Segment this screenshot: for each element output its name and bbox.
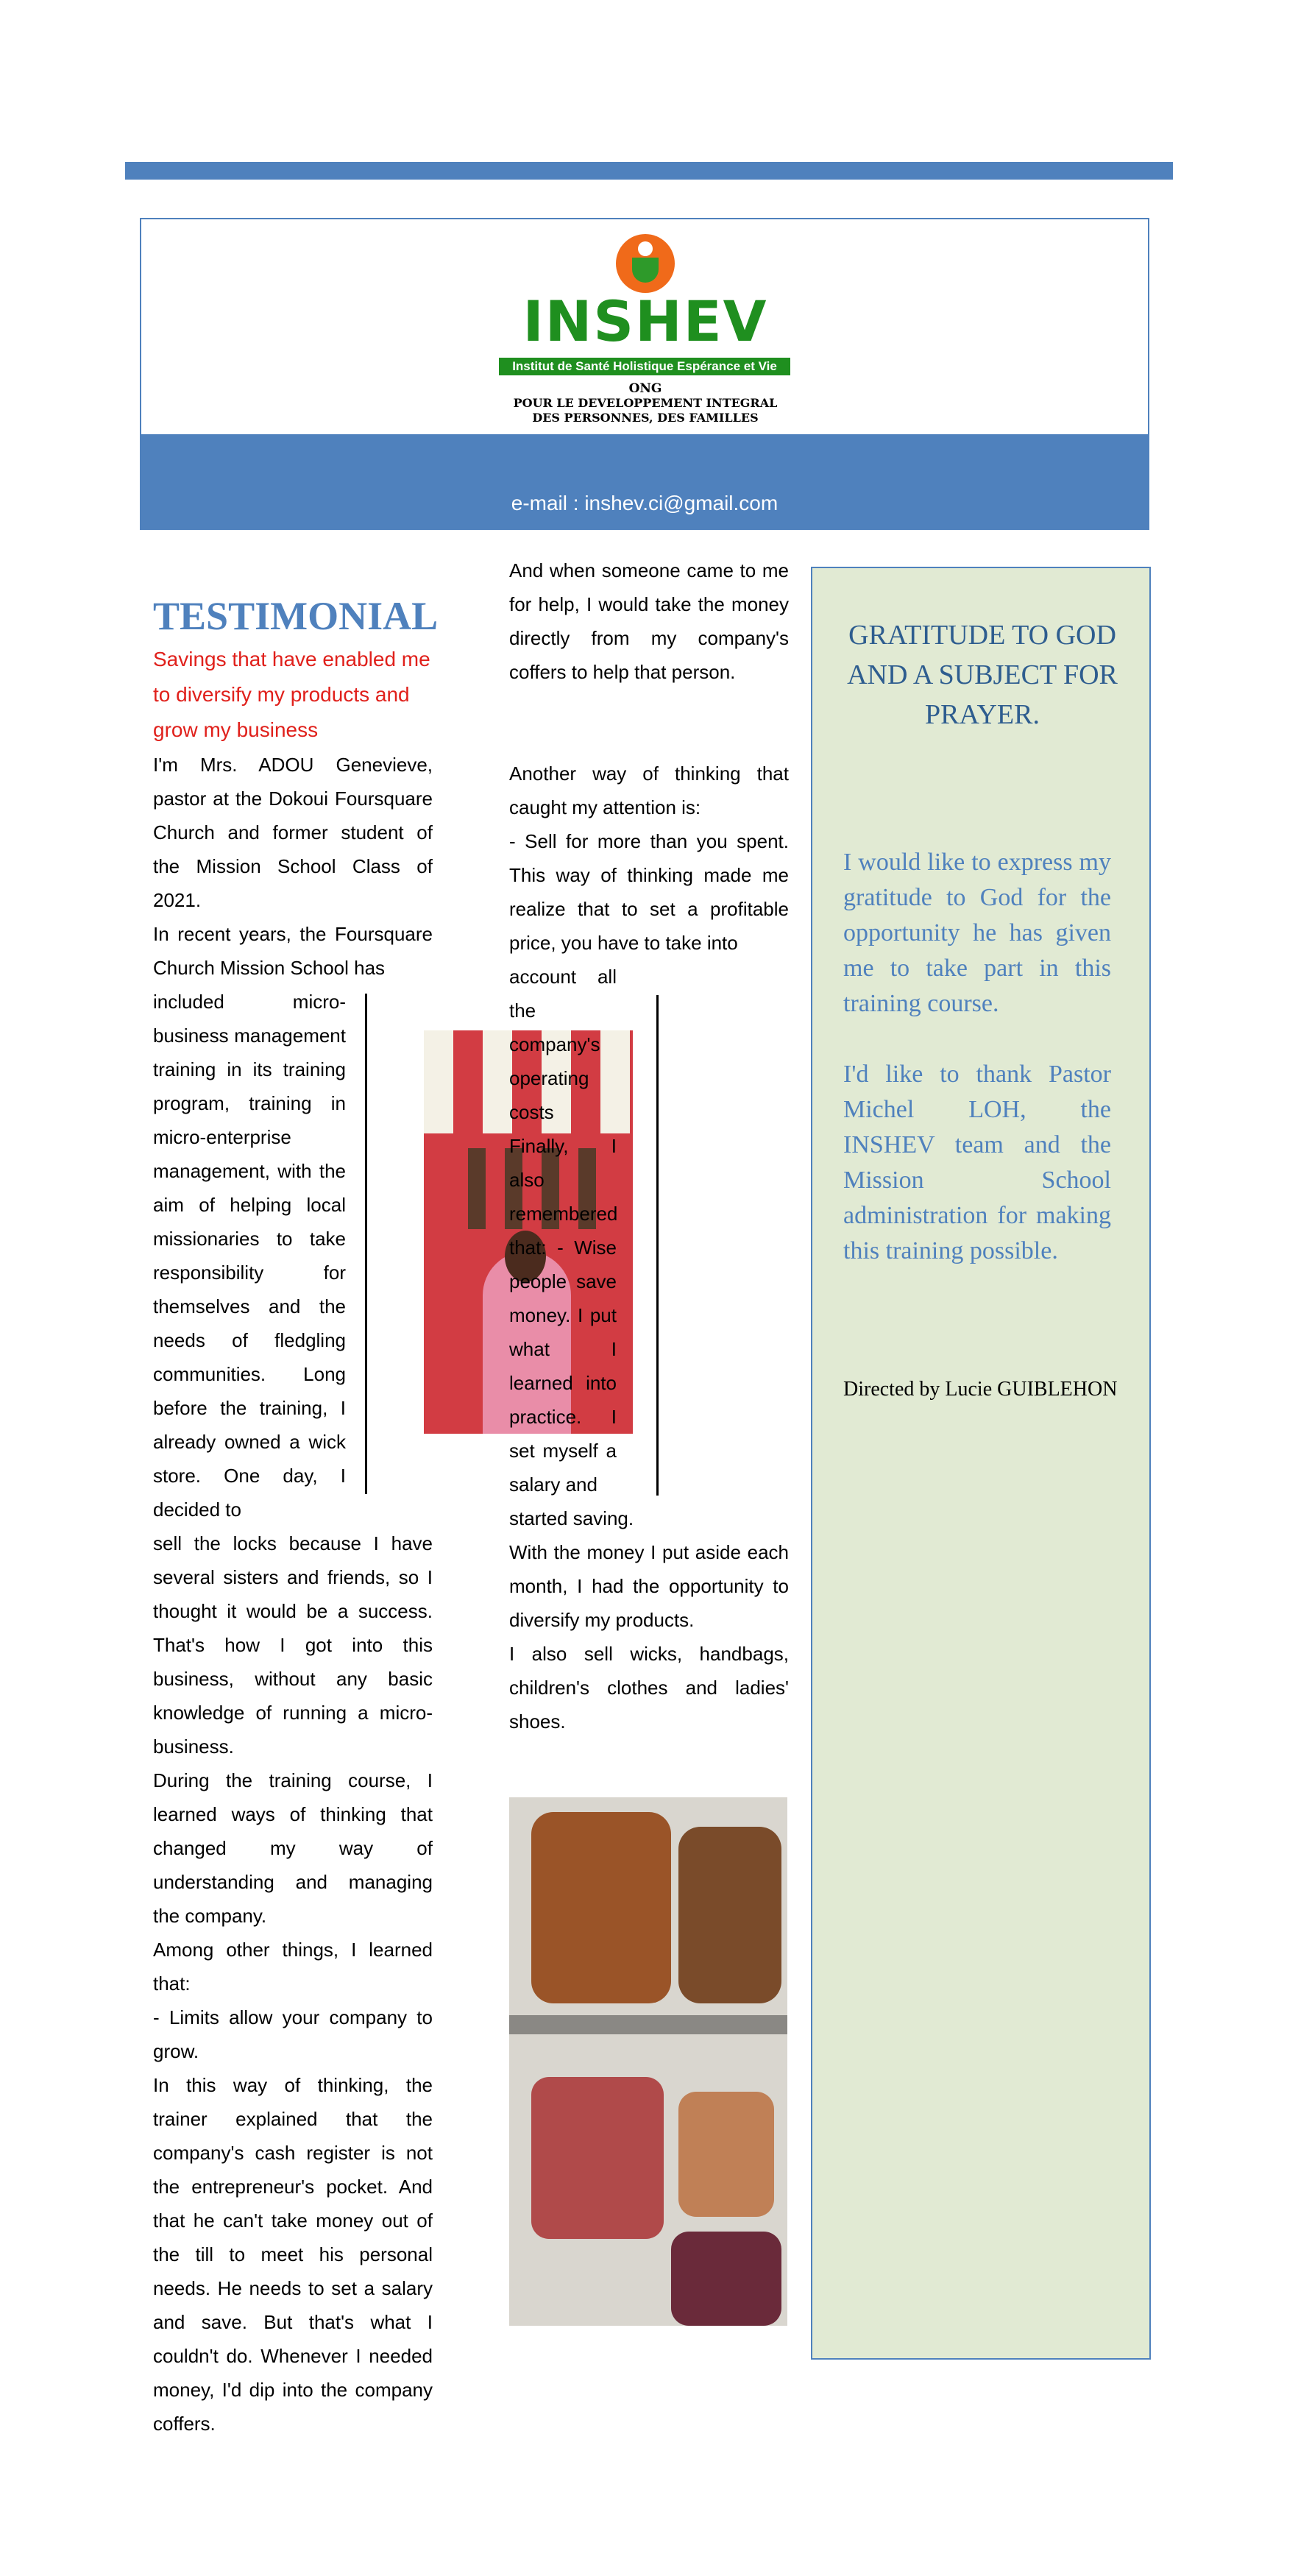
wrap-divider-left: [365, 994, 367, 1494]
handbags-photo: [509, 1797, 787, 2326]
sidebar-paragraph: I would like to express my gratitude to God for the opportunity he has given me to take part in this training course.: [843, 849, 1111, 1017]
paragraph: With the money I put aside each month, I had the opportunity to diversify my products.: [509, 1541, 789, 1631]
article-column-1: [153, 553, 439, 2441]
header-band: [141, 434, 1148, 530]
paragraph: Another way of thinking that caught my attention is:: [509, 762, 789, 818]
article-subtitle: Savings that have enabled me to diversify my products and grow my business: [153, 648, 430, 741]
logo-line-1: POUR LE DEVELOPPEMENT INTEGRAL: [513, 396, 778, 410]
wrap-divider-right: [656, 995, 659, 1496]
paragraph: Among other things, I learned that:: [153, 1939, 433, 1995]
wrapped-paragraph: included micro-business management training in its training program, training in micro-enterprise management, with the aim of helping local missionaries to take responsibility for themselves and the needs of fledgling communities. Long before the training, I already owned a wick store. One day, I decided to: [153, 991, 346, 1521]
handbag: [678, 2092, 774, 2217]
logo-brand: INSHEV: [522, 289, 768, 354]
paragraph: - Sell for more than you spent. This way of thinking made me realize that to set a profitable price, you have to take into: [509, 830, 789, 954]
paragraph: In recent years, the Foursquare Church Mission School has: [153, 923, 433, 979]
person-figure-icon: [616, 234, 675, 293]
handbag: [678, 1827, 781, 2003]
sidebar-title: GRATITUDE TO GOD AND A SUBJECT FOR PRAYER.: [847, 620, 1118, 730]
paragraph: I'm Mrs. ADOU Genevieve, pastor at the Dokoui Foursquare Church and former student of the Mission School Class of 2021.: [153, 754, 433, 911]
figure-body: [632, 258, 659, 283]
hanging-wick: [468, 1148, 486, 1229]
paragraph: started saving.: [509, 1507, 634, 1529]
logo-subtitle: Institut de Santé Holistique Espérance et Vie: [499, 358, 790, 375]
sidebar-signature: Directed by Lucie GUIBLEHON: [843, 1378, 1118, 1401]
paragraph: And when someone came to me for help, I would take the money directly from my company's coffers to help that person.: [509, 559, 789, 683]
header-box: [140, 218, 1149, 530]
paragraph: I also sell wicks, handbags, children's clothes and ladies' shoes.: [509, 1643, 789, 1733]
article-column-2: [509, 553, 789, 1738]
paragraph: In this way of thinking, the trainer explained that the company's cash register is not the entrepreneur's pocket. And that he can't take money out of the till to meet his personal needs. He needs to set a salary and save. But that's what I couldn't do. Whenever I needed money, I'd dip into the company coffers.: [153, 2074, 433, 2435]
wrapped-paragraph: account all the company's operating costs Finally, I also remembered that: - Wise people save money. I put what I learned into practice. I set myself a salary and: [509, 966, 618, 1496]
article-title: TESTIMONIAL: [153, 594, 439, 638]
handbag: [531, 1812, 671, 2003]
logo-ong: ONG: [628, 381, 662, 396]
wall-stripe: [424, 1030, 453, 1133]
sidebar-paragraph: I'd like to thank Pastor Michel LOH, the INSHEV team and the Mission School administration for making this training possible.: [843, 1061, 1111, 1264]
shelf: [509, 2015, 787, 2034]
logo-line-2: DES PERSONNES, DES FAMILLES: [532, 411, 759, 425]
contact-email[interactable]: e-mail : inshev.ci@gmail.com: [511, 492, 779, 514]
handbag: [531, 2077, 664, 2239]
paragraph: - Limits allow your company to grow.: [153, 2006, 433, 2062]
paragraph: During the training course, I learned ways of thinking that changed my way of understanding and managing the company.: [153, 1769, 433, 1927]
handbag: [671, 2232, 781, 2326]
wall-stripe: [483, 1030, 512, 1133]
top-accent-bar: [125, 162, 1173, 180]
figure-head: [638, 241, 653, 256]
inshev-logo: [494, 228, 796, 428]
gratitude-sidebar: [811, 567, 1151, 2360]
paragraph: sell the locks because I have several sisters and friends, so I thought it would be a success. That's how I got into this business, without any basic knowledge of running a micro-business.: [153, 1532, 433, 1758]
